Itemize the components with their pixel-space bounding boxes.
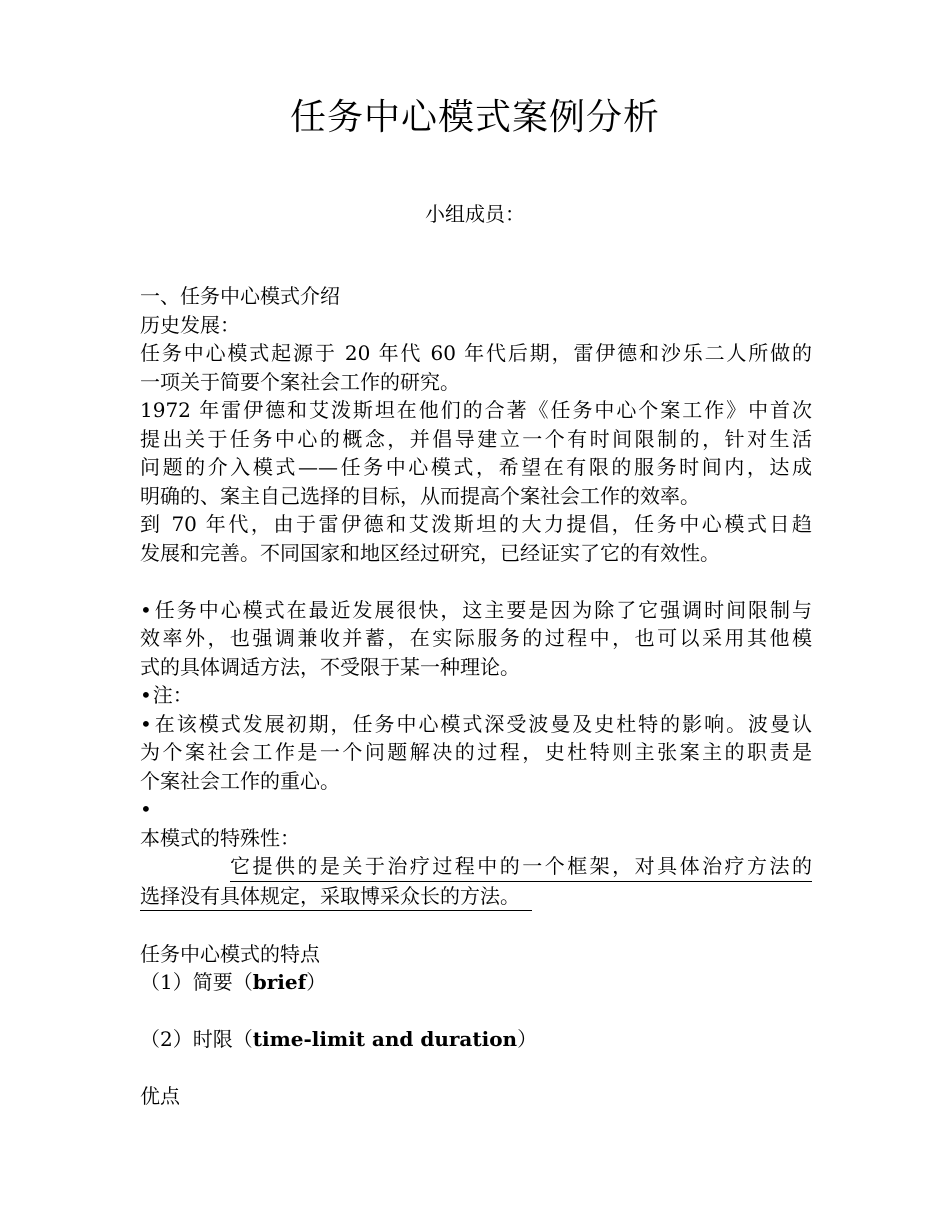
feature-1-prefix: （1）简要（ — [140, 970, 253, 994]
empty-bullet — [140, 795, 812, 824]
history-paragraph-1-line-1: 任务中心模式起源于 20 年代 60 年代后期，雷伊德和沙乐二人所做的 — [140, 341, 812, 365]
document-body — [140, 282, 812, 1111]
bullet-item-3-line-2: 为个案社会工作是一个问题解决的过程，史杜特则主张案主的职责是 — [140, 740, 812, 764]
group-members-label: 小组成员： — [425, 202, 525, 226]
section-heading: 一、任务中心模式介绍 — [140, 284, 340, 308]
bullet-item-note: • 注： — [140, 681, 812, 710]
history-paragraph-3-line-2: 发展和完善。不同国家和地区经过研究，已经证实了它的有效性。 — [140, 540, 720, 565]
history-paragraph-3-line-1: 到 70 年代，由于雷伊德和艾泼斯坦的大力提倡，任务中心模式日趋 — [140, 512, 812, 536]
feature-2 — [140, 1025, 812, 1054]
spacer — [140, 567, 812, 596]
special-underlined-text — [140, 852, 812, 911]
feature-1-suffix: ） — [306, 970, 327, 994]
feature-2-prefix: （2）时限（ — [140, 1027, 253, 1051]
spacer — [140, 997, 812, 1026]
spacer — [140, 1054, 812, 1083]
advantages-heading: 优点 — [140, 1084, 180, 1108]
bullet-item-1-line-1: • 任务中心模式在最近发展很快，这主要是因为除了它强调时间限制与 — [140, 596, 812, 625]
special-underlined-line-1: 它提供的是关于治疗过程中的一个框架，对具体治疗方法的 — [230, 852, 812, 882]
spacer — [140, 911, 812, 940]
history-paragraph-2-line-4: 明确的、案主自己选择的目标，从而提高个案社会工作的效率。 — [140, 483, 700, 508]
special-label: 本模式的特殊性： — [140, 825, 300, 850]
bullet-item-3-line-3: 个案社会工作的重心。 — [140, 768, 340, 793]
features-heading: 任务中心模式的特点 — [140, 941, 320, 966]
history-paragraph-2-line-3: 问题的介入模式——任务中心模式，希望在有限的服务时间内，达成 — [140, 455, 812, 479]
feature-1-english: brief — [252, 970, 307, 994]
feature-1 — [140, 968, 812, 997]
history-label: 历史发展： — [140, 312, 240, 337]
feature-2-suffix: ） — [517, 1027, 538, 1051]
history-paragraph-1-line-2: 一项关于简要个案社会工作的研究。 — [140, 369, 460, 394]
bullet-item-1-line-2: 效率外，也强调兼收并蓄，在实际服务的过程中，也可以采用其他模 — [140, 626, 812, 650]
document-title: 任务中心模式案例分析 — [289, 97, 660, 138]
history-paragraph-2-line-2: 提出关于任务中心的概念，并倡导建立一个有时间限制的，针对生活 — [140, 426, 812, 451]
feature-2-english: time-limit and duration — [252, 1027, 518, 1051]
bullet-item-1-line-3: 式的具体调适方法，不受限于某一种理论。 — [140, 654, 520, 679]
bullet-item-3-line-1: • 在该模式发展初期，任务中心模式深受波曼及史杜特的影响。波曼认 — [140, 710, 812, 739]
history-paragraph-2-line-1: 1972 年雷伊德和艾泼斯坦在他们的合著《任务中心个案工作》中首次 — [140, 398, 812, 422]
special-underlined-line-2: 选择没有具体规定，采取博采众长的方法。 — [140, 882, 532, 912]
